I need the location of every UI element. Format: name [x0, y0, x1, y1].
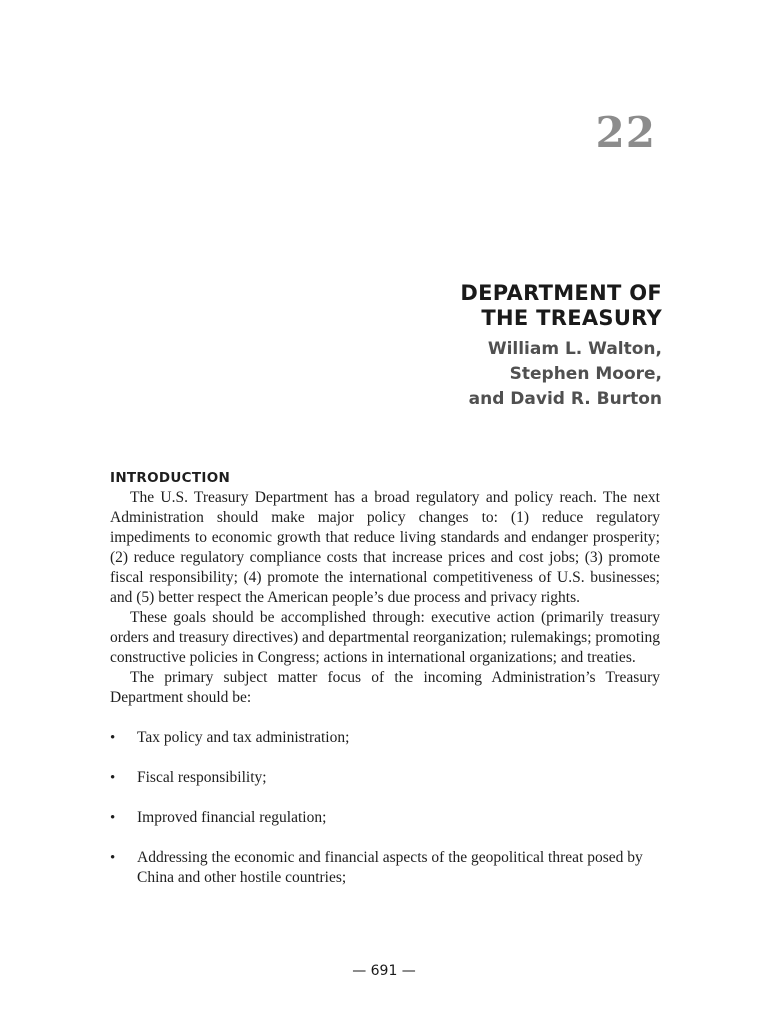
author-line-1: William L. Walton,	[487, 339, 662, 359]
paragraph-2: These goals should be accomplished through: executive action (primarily treasury orders and treasury directives) and departmental reorganization; rulemakings; promoting constructive policies in Congress; actions in international organizations; and treaties.	[110, 609, 660, 666]
section-introduction	[110, 468, 660, 908]
paragraph-3: The primary subject matter focus of the incoming Administration’s Treasury Department should be:	[110, 669, 660, 706]
list-item-text: Tax policy and tax administration;	[137, 729, 350, 746]
bullet-icon: •	[110, 850, 116, 866]
list-item	[110, 848, 660, 888]
section-heading: INTRODUCTION	[110, 470, 231, 486]
chapter-title-block	[460, 281, 662, 412]
chapter-title-line-1: DEPARTMENT OF	[460, 281, 662, 305]
list-item	[110, 768, 660, 788]
author-line-2: Stephen Moore,	[509, 364, 662, 384]
author-line-3: and David R. Burton	[468, 389, 662, 409]
list-item	[110, 808, 660, 828]
bullet-icon: •	[110, 810, 116, 826]
page-number: — 691 —	[352, 963, 416, 979]
list-item-text: Addressing the economic and financial aspects of the geopolitical threat posed by China and other hostile countries;	[137, 849, 643, 886]
bullet-icon: •	[110, 770, 116, 786]
bullet-icon: •	[110, 730, 116, 746]
paragraph-1: The U.S. Treasury Department has a broad regulatory and policy reach. The next Administration should make major policy changes to: (1) reduce regulatory impediments to economic growth that reduce living standards and endanger prosperity; (2) reduce regulatory compliance costs that increase prices and cost jobs; (3) promote fiscal responsibility; (4) promote the international competitiveness of U.S. businesses; and (5) better respect the American people’s due process and privacy rights.	[110, 489, 660, 606]
list-item-text: Improved financial regulation;	[137, 809, 327, 826]
chapter-authors	[460, 337, 662, 412]
chapter-title-line-2: THE TREASURY	[481, 306, 662, 330]
list-item	[110, 728, 660, 748]
chapter-number: 22	[595, 108, 656, 157]
focus-list	[110, 728, 660, 888]
list-item-text: Fiscal responsibility;	[137, 769, 267, 786]
